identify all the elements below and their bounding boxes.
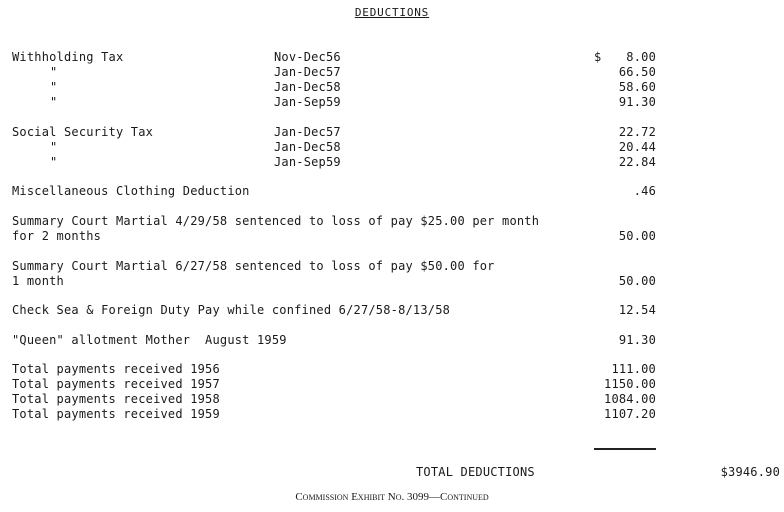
deduction-description: Check Sea & Foreign Duty Pay while confined 6/27/58-8/13/58 [12,303,451,317]
amount-cell: 58.60 [618,80,656,94]
amount-cell: 1107.20 [604,407,656,421]
ditto-mark: " [50,65,58,79]
amount-cell: 22.84 [618,155,656,169]
deduction-description: Miscellaneous Clothing Deduction [12,184,250,198]
amount-cell: 8.00 [626,50,656,64]
period-cell: Jan-Sep59 [274,155,341,169]
period-cell: Jan-Dec57 [274,65,341,79]
page-title: DEDUCTIONS [354,6,430,19]
deduction-description: 1 month [12,274,64,288]
deduction-description: Summary Court Martial 4/29/58 sentenced to loss of pay $25.00 per month [12,214,540,228]
amount-cell: 20.44 [618,140,656,154]
amount-cell: 111.00 [611,362,656,376]
period-cell: Jan-Sep59 [274,95,341,109]
total-amount: $3946.90 [720,465,780,479]
payment-label: Total payments received 1959 [12,407,220,421]
deduction-description: for 2 months [12,229,102,243]
ditto-mark: " [50,95,58,109]
sum-rule [594,448,656,450]
total-label: TOTAL DEDUCTIONS [416,465,535,479]
payment-label: Total payments received 1957 [12,377,220,391]
amount-cell: 1150.00 [604,377,656,391]
currency-symbol: $ [594,50,602,64]
ditto-mark: " [50,140,58,154]
deduction-description: "Queen" allotment Mother August 1959 [12,333,287,347]
amount-cell: 1084.00 [604,392,656,406]
amount-cell: .46 [633,184,656,198]
social-security-label: Social Security Tax [12,125,154,139]
period-cell: Nov-Dec56 [274,50,341,64]
period-cell: Jan-Dec57 [274,125,341,139]
ditto-mark: " [50,155,58,169]
deduction-description: Summary Court Martial 6/27/58 sentenced to loss of pay $50.00 for [12,259,495,273]
payment-label: Total payments received 1956 [12,362,220,376]
amount-cell: 50.00 [618,274,656,288]
amount-cell: 12.54 [618,303,656,317]
amount-cell: 50.00 [618,229,656,243]
amount-cell: 91.30 [618,95,656,109]
period-cell: Jan-Dec58 [274,140,341,154]
payment-label: Total payments received 1958 [12,392,220,406]
period-cell: Jan-Dec58 [274,80,341,94]
ditto-mark: " [50,80,58,94]
withholding-label: Withholding Tax [12,50,124,64]
amount-cell: 22.72 [618,125,656,139]
amount-cell: 66.50 [618,65,656,79]
exhibit-caption: Commission Exhibit No. 3099—Continued [295,491,489,503]
amount-cell: 91.30 [618,333,656,347]
